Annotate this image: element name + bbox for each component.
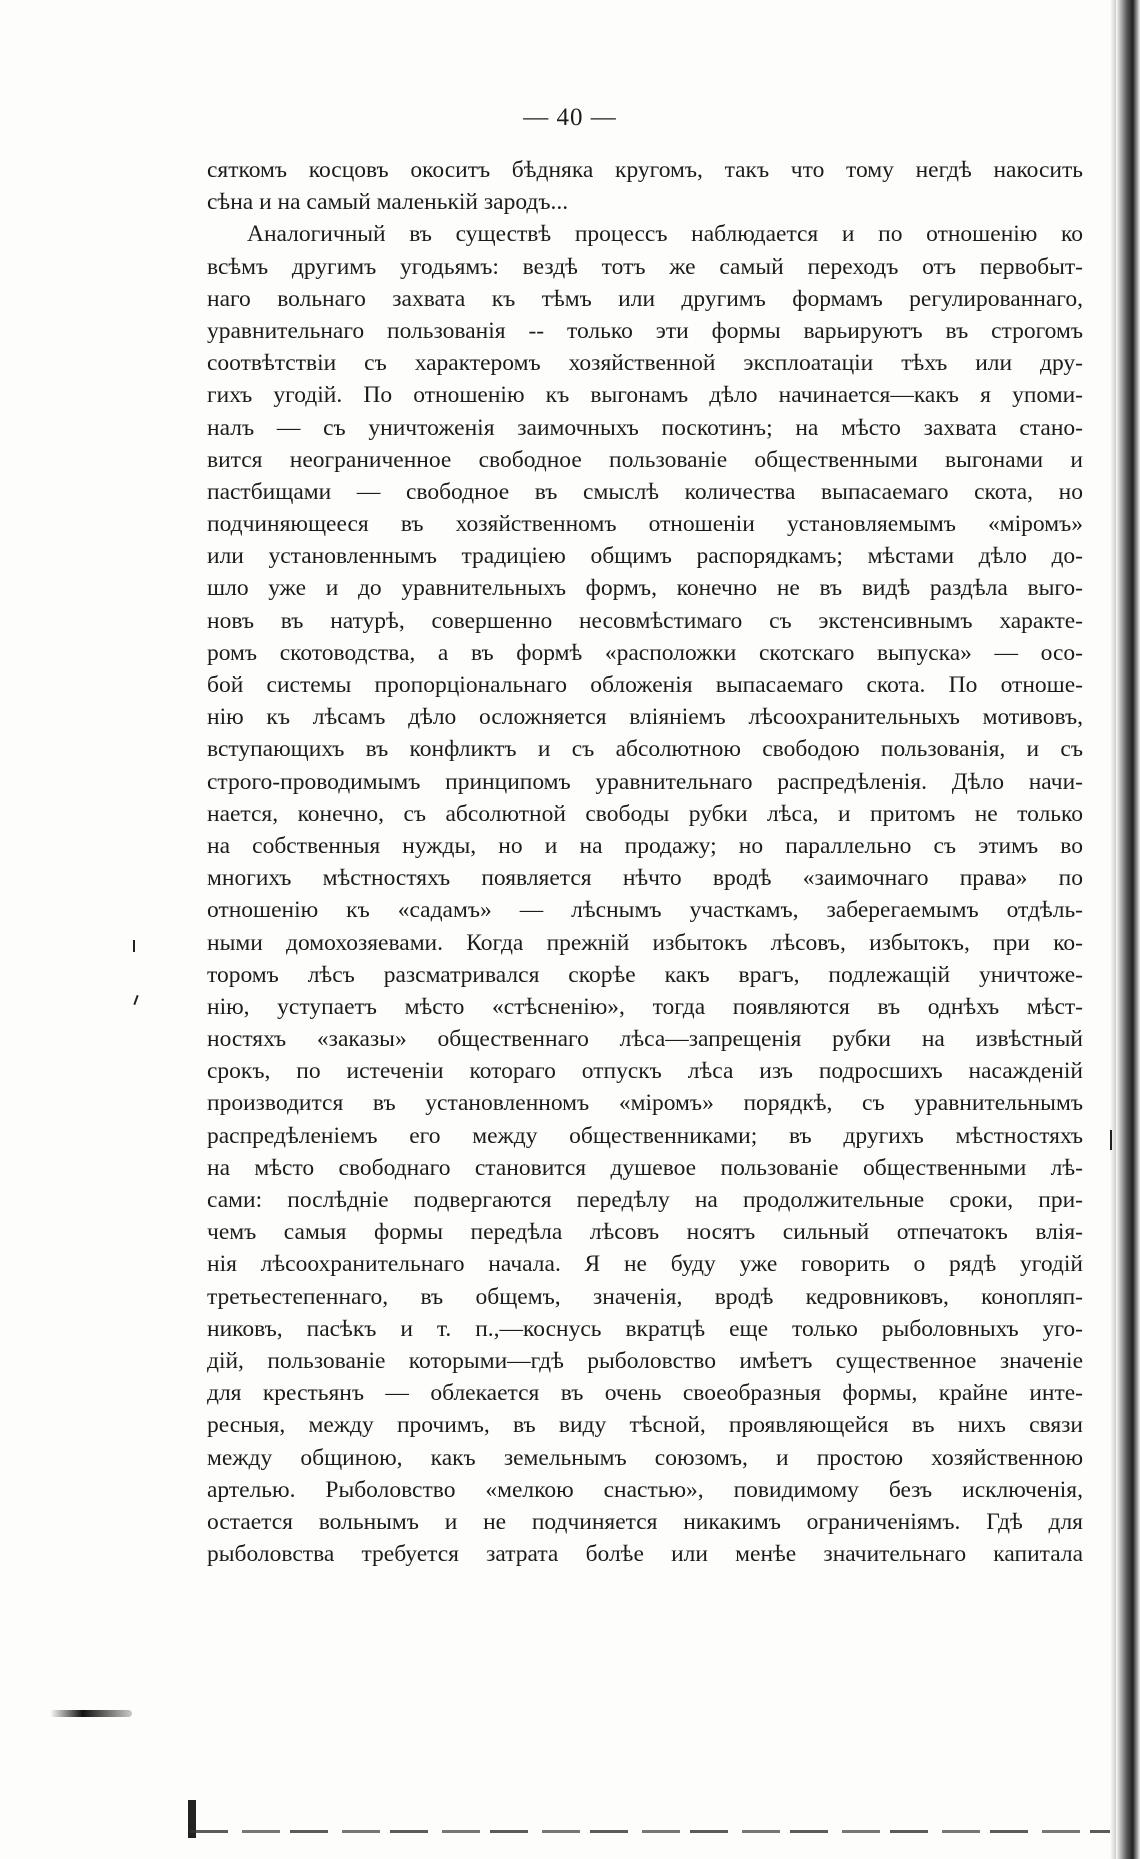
page-edge-shadow	[1116, 0, 1140, 1859]
text-line: на собственныя нужды, но и на продажу; но параллельно съ этимъ во	[207, 832, 1083, 859]
text-line: сами: послѣдніе подвергаются передѣлу на продолжительные сроки, при-	[207, 1187, 1083, 1213]
text-line: артелью. Рыболовство «мелкою снастью», повидимому безъ исключенія,	[207, 1476, 1083, 1503]
text-line: уравнительнаго пользованія -- только эти формы варьируютъ въ строгомъ	[207, 317, 1083, 344]
text-line: третьестепеннаго, въ общемъ, значенія, вродѣ кедровниковъ, конопляп-	[207, 1283, 1083, 1310]
margin-mark	[1110, 1130, 1112, 1150]
text-line: распредѣленіемъ его между общественниками; въ другихъ мѣстностяхъ	[207, 1122, 1083, 1149]
ink-smudge	[50, 1710, 132, 1717]
text-line: для крестьянъ — облекается въ очень своеобразныя формы, крайне инте-	[207, 1380, 1083, 1407]
text-line: пастбищами — свободное въ смыслѣ количества выпасаемаго скота, но	[207, 478, 1083, 505]
text-line: налъ — съ уничтоженія заимочныхъ поскотинъ; на мѣсто захвата стано-	[207, 414, 1083, 441]
text-line: или установленнымъ традиціею общимъ распорядкамъ; мѣстами дѣло до-	[207, 543, 1083, 570]
text-line: шло уже и до уравнительныхъ формъ, конечно не въ видѣ раздѣла выго-	[207, 575, 1083, 602]
text-line: строго-проводимымъ принципомъ уравнительнаго распредѣленія. Дѣло начи-	[207, 768, 1083, 795]
text-line: сяткомъ косцовъ окоситъ бѣдняка кругомъ, такъ что тому негдѣ накосить	[207, 157, 1083, 183]
text-line: сѣна и на самый маленькій зародъ...	[207, 189, 569, 216]
text-line: вится неограниченное свободное пользованіе общественными выгонами и	[207, 446, 1083, 473]
text-line: нія лѣсоохранительнаго начала. Я не буду уже говорить о рядѣ угодій	[207, 1251, 1083, 1278]
bottom-rule	[190, 1830, 1110, 1833]
text-line: остается вольнымъ и не подчиняется никакимъ ограниченіямъ. Гдѣ для	[207, 1508, 1083, 1535]
text-line: ностяхъ «заказы» общественнаго лѣса—запрещенія рубки на извѣстный	[207, 1026, 1083, 1053]
text-line: ромъ скотоводства, а въ формѣ «расположки скотскаго выпуска» — осо-	[207, 639, 1083, 666]
margin-mark	[133, 940, 135, 952]
body-text	[207, 154, 1083, 1570]
text-line: ными домохозяевами. Когда прежній избытокъ лѣсовъ, избытокъ, при ко-	[207, 929, 1083, 956]
text-line: производится въ установленномъ «міромъ» порядкѣ, съ уравнительнымъ	[207, 1090, 1083, 1117]
page-number: — 40 —	[523, 104, 617, 131]
text-line: вступающихъ въ конфликтъ и съ абсолютною свободою пользованія, и съ	[207, 736, 1083, 763]
text-line: отношенію къ «садамъ» — лѣснымъ участкамъ, зaберегаемымъ отдѣль-	[207, 897, 1083, 924]
text-line: гихъ угодій. По отношенію къ выгонамъ дѣло начинается—какъ я упоми-	[207, 382, 1083, 409]
text-line: многихъ мѣстностяхъ появляется нѣчто вродѣ «заимочнаго права» по	[207, 865, 1083, 892]
margin-mark	[133, 995, 138, 1005]
text-line: рыболовства требуется затрата болѣе или менѣе значительнаго капитала	[207, 1541, 1083, 1568]
text-line: нію, уступаетъ мѣсто «стѣсненію», тогда появляются въ однѣхъ мѣст-	[207, 993, 1083, 1020]
text-line: соотвѣтствіи съ характеромъ хозяйственной эксплоатаціи тѣхъ или дру-	[207, 350, 1083, 377]
text-line: торомъ лѣсъ разсматривался скорѣе какъ врагъ, подлежащій уничтоже-	[207, 961, 1083, 988]
text-line: срокъ, по истеченіи котораго отпускъ лѣса изъ подросшихъ насажденій	[207, 1058, 1083, 1085]
text-line: ресныя, между прочимъ, въ виду тѣсной, проявляющейся въ нихъ связи	[207, 1412, 1083, 1439]
text-line: на мѣсто свободнаго становится душевое пользованіе общественными лѣ-	[207, 1154, 1083, 1181]
text-line: нію къ лѣсамъ дѣло осложняется вліяніемъ лѣсоохранительныхъ мотивовъ,	[207, 704, 1083, 731]
text-line: подчиняющееся въ хозяйственномъ отношеніи установляемымъ «міромъ»	[207, 511, 1083, 538]
paragraph-first-line: Аналогичный въ существѣ процессъ наблюдается и по отношенію ко	[247, 221, 1083, 248]
text-line: чемъ самыя формы передѣла лѣсовъ носятъ сильный отпечатокъ влія-	[207, 1219, 1083, 1246]
text-line: никовъ, пасѣкъ и т. п.,—коснусь вкратцѣ еще только рыболовныхъ уго-	[207, 1315, 1083, 1342]
text-line: между общиною, какъ земельнымъ союзомъ, и простою хозяйственною	[207, 1444, 1083, 1471]
text-line: наго вольнаго захвата къ тѣмъ или другимъ формамъ регулированнаго,	[207, 285, 1083, 312]
text-line: нается, конечно, съ абсолютной свободы рубки лѣса, и притомъ не только	[207, 800, 1083, 827]
text-line: дій, пользованіе которыми—гдѣ рыболовство имѣетъ существенное значеніе	[207, 1347, 1083, 1374]
text-line: новъ въ натурѣ, совершенно несовмѣстимаго съ экстенсивнымъ характе-	[207, 607, 1083, 634]
text-line: всѣмъ другимъ угодьямъ: вездѣ тотъ же самый переходъ отъ первобыт-	[207, 253, 1083, 280]
text-line: бой системы пропорціональнаго обложенія выпасаемаго скота. По отноше-	[207, 672, 1083, 698]
